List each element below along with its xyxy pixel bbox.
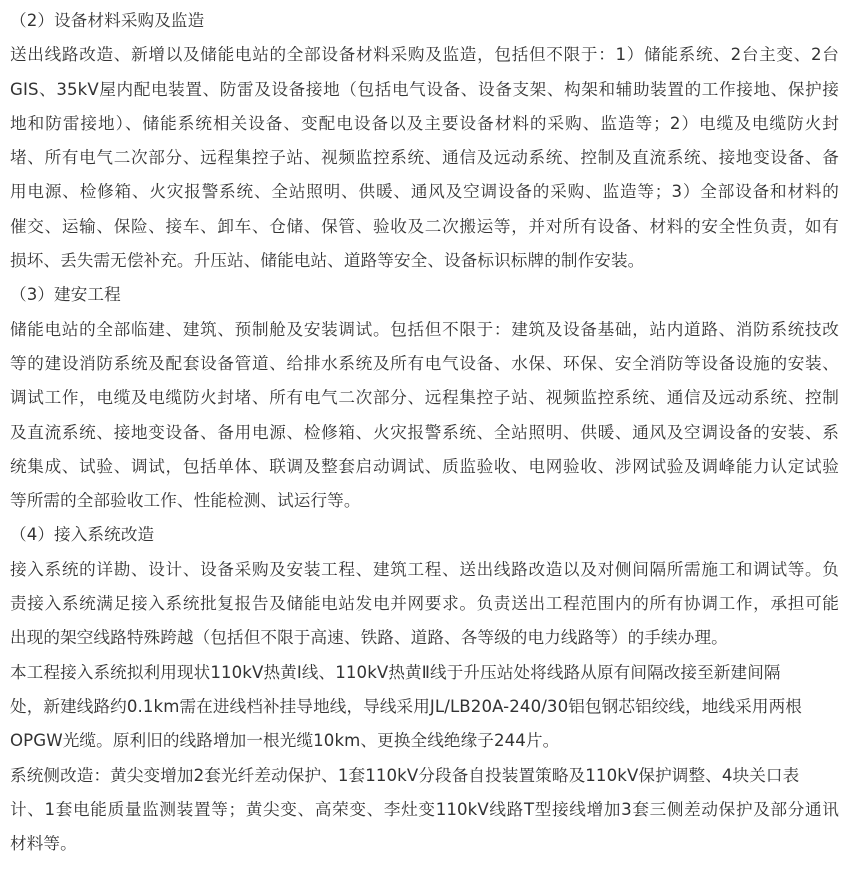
text-line: 计、1套电能质量监测装置等；黄尖变、高荣变、李灶变110kV线路T型接线增加3套三侧差动保护及部分通讯 <box>10 799 839 819</box>
section-grid-access-renovation <box>10 518 839 861</box>
text-line: 材料等。 <box>10 834 77 854</box>
section-heading: （3）建安工程 <box>10 285 121 305</box>
paragraph <box>10 553 839 656</box>
text-line: 送出线路改造、新增以及储能电站的全部设备材料采购及监造，包括但不限于：1）储能系统、2台主变、2台 <box>10 45 839 65</box>
paragraph <box>10 38 839 278</box>
text-line: 催交、运输、保险、接车、卸车、仓储、保管、验收及二次搬运等，并对所有设备、材料的安全性负责，如有 <box>10 216 839 236</box>
text-line: 等所需的全部验收工作、性能检测、试运行等。 <box>10 491 361 511</box>
text-line: 责接入系统满足接入系统批复报告及储能电站发电并网要求。负责送出工程范围内的所有协调工作，承担可能 <box>10 594 839 614</box>
text-line: 用电源、检修箱、火灾报警系统、全站照明、供暖、通风及空调设备的采购、监造等；3）全部设备和材料的 <box>10 182 839 202</box>
section-construction-installation <box>10 278 839 518</box>
text-line: 储能电站的全部临建、建筑、预制舱及安装调试。包括但不限于：建筑及设备基础，站内道路、消防系统技改 <box>10 319 839 339</box>
text-line: GIS、35kV屋内配电装置、防雷及设备接地（包括电气设备、设备支架、构架和辅助装置的工作接地、保护接 <box>10 79 839 99</box>
section-heading: （4）接入系统改造 <box>10 525 155 545</box>
text-line: 损坏、丢失需无偿补充。升压站、储能电站、道路等安全、设备标识标牌的制作安装。 <box>10 251 645 271</box>
text-line: 及直流系统、接地变设备、备用电源、检修箱、火灾报警系统、全站照明、供暖、通风及空调设备的安装、系 <box>10 422 839 442</box>
paragraph <box>10 313 839 519</box>
text-line: 出现的架空线路特殊跨越（包括但不限于高速、铁路、道路、各等级的电力线路等）的手续办理。 <box>10 628 728 648</box>
text-line: 堵、所有电气二次部分、远程集控子站、视频监控系统、通信及远动系统、控制及直流系统、接地变设备、备 <box>10 148 839 168</box>
section-heading: （2）设备材料采购及监造 <box>10 11 205 30</box>
text-line: 地和防雷接地）、储能系统相关设备、变配电设备以及主要设备材料的采购、监造等；2）电缆及电缆防火封 <box>10 113 839 133</box>
text-line: 接入系统的详勘、设计、设备采购及安装工程、建筑工程、送出线路改造以及对侧间隔所需施工和调试等。负 <box>10 559 839 579</box>
text-line: 本工程接入系统拟利用现状110kV热黄Ⅰ线、110kV热黄Ⅱ线于升压站处将线路从原有间隔改接至新建间隔 <box>10 662 781 682</box>
text-line: 等的建设消防系统及配套设备管道、给排水系统及所有电气设备、水保、环保、安全消防等设备设施的安装、 <box>10 353 839 373</box>
text-line: 统集成、试验、调试，包括单体、联调及整套启动调试、质监验收、电网验收、涉网试验及调峰能力认定试验 <box>10 456 839 476</box>
section-equipment-procurement <box>10 4 839 278</box>
text-line: 处，新建线路约0.1km需在进线档补挂导地线，导线采用JL/LB20A-240/30铝包钢芯铝绞线，地线采用两根 <box>10 696 802 716</box>
text-line: 系统侧改造：黄尖变增加2套光纤差动保护、1套110kV分段备自投装置策略及110kV保护调整、4块关口表 <box>10 765 800 785</box>
text-line: OPGW光缆。原利旧的线路增加一根光缆10km、更换全线绝缘子244片。 <box>10 731 560 751</box>
paragraph <box>10 656 839 759</box>
paragraph <box>10 759 839 862</box>
text-line: 调试工作，电缆及电缆防火封堵、所有电气二次部分、远程集控子站、视频监控系统、通信及远动系统、控制 <box>10 388 839 408</box>
